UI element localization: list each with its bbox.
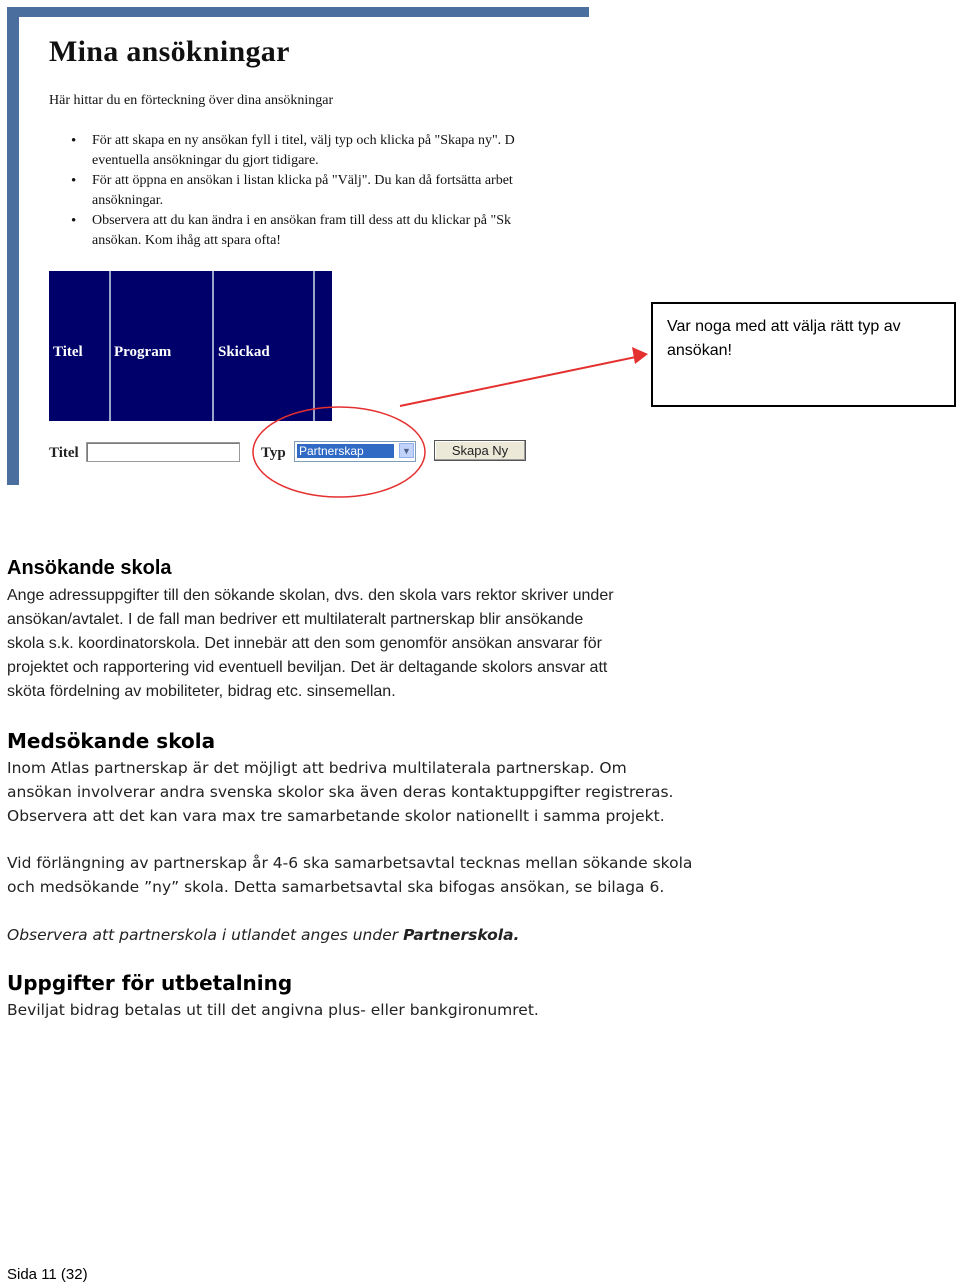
- column-divider: [109, 271, 111, 421]
- skapa-ny-button[interactable]: Skapa Ny: [434, 440, 526, 461]
- paragraph-ansokande: [7, 584, 727, 704]
- application-screenshot: [7, 7, 589, 485]
- column-header-skickad[interactable]: Skickad: [218, 344, 270, 360]
- new-application-form: [49, 439, 569, 475]
- heading-ansokande-skola: Ansökande skola: [7, 557, 172, 579]
- text-line: projektet och rapportering vid eventuell beviljan. Det är deltagande skolors ansvar att: [7, 659, 608, 676]
- partnerskola-note: [7, 923, 727, 947]
- list-item-line: ansökningar.: [92, 193, 164, 208]
- heading-medsokande-skola: Medsökande skola: [7, 729, 216, 753]
- note-text: Observera att partnerskola i utlandet anges under: [7, 926, 404, 944]
- column-header-program[interactable]: Program: [114, 344, 172, 360]
- chevron-down-icon[interactable]: ▼: [399, 443, 414, 458]
- text-line: Vid förlängning av partnerskap år 4-6 ska samarbetsavtal tecknas mellan sökande skola: [7, 854, 693, 872]
- text-line: Ange adressuppgifter till den sökande skolan, dvs. den skola vars rektor skriver under: [7, 587, 614, 604]
- note-emphasis: Partnerskola.: [403, 926, 520, 944]
- instruction-list: [71, 131, 589, 251]
- typ-label: Typ: [261, 445, 286, 461]
- typ-select[interactable]: [294, 441, 416, 462]
- page-number: Sida 11 (32): [7, 1266, 88, 1283]
- callout-box: [651, 302, 956, 407]
- text-line: ansökan involverar andra svenska skolor ska även deras kontaktuppgifter registreras.: [7, 783, 674, 801]
- arrow-head-icon: [632, 347, 648, 364]
- list-item-line: • Observera att du kan ändra i en ansökan fram till dess att du klickar på "Sk: [92, 213, 511, 228]
- applications-table: [49, 271, 332, 421]
- list-item-line: ansökan. Kom ihåg att spara ofta!: [92, 233, 281, 248]
- list-item-line: eventuella ansökningar du gjort tidigare.: [92, 153, 319, 168]
- list-item: [71, 211, 589, 251]
- window-left-border: [7, 7, 19, 485]
- list-item-line: • För att skapa en ny ansökan fyll i titel, välj typ och klicka på "Skapa ny". D: [92, 133, 515, 148]
- paragraph-utbetalning: Beviljat bidrag betalas ut till det angivna plus- eller bankgironumret.: [7, 1001, 539, 1019]
- window-top-border: [7, 7, 589, 17]
- text-line: och medsökande ”ny” skola. Detta samarbetsavtal ska bifogas ansökan, se bilaga 6.: [7, 878, 665, 896]
- text-line: Inom Atlas partnerskap är det möjligt att bedriva multilaterala partnerskap. Om: [7, 759, 627, 777]
- text-line: ansökan/avtalet. I de fall man bedriver ett multilateralt partnerskap blir ansökande: [7, 611, 584, 628]
- list-item: [71, 171, 589, 211]
- column-header-titel[interactable]: Titel: [53, 344, 83, 360]
- paragraph-medsokande: [7, 756, 727, 828]
- text-line: Observera att det kan vara max tre samarbetande skolor nationellt i samma projekt.: [7, 807, 665, 825]
- callout-text: Var noga med att välja rätt typ av ansökan!: [667, 318, 901, 359]
- paragraph-forlangning: [7, 851, 727, 899]
- column-divider: [212, 271, 214, 421]
- titel-label: Titel: [49, 445, 79, 461]
- page-title: Mina ansökningar: [49, 35, 290, 68]
- titel-input[interactable]: [86, 442, 240, 462]
- column-divider: [313, 271, 315, 421]
- heading-uppgifter-utbetalning: Uppgifter för utbetalning: [7, 971, 293, 995]
- page-subtitle: Här hittar du en förteckning över dina ansökningar: [49, 93, 334, 108]
- typ-selected-value: Partnerskap: [297, 444, 394, 458]
- text-line: skola s.k. koordinatorskola. Det innebär att den som genomför ansökan ansvarar för: [7, 635, 602, 652]
- list-item-line: • För att öppna en ansökan i listan klicka på "Välj". Du kan då fortsätta arbet: [92, 173, 513, 188]
- list-item: [71, 131, 589, 171]
- text-line: sköta fördelning av mobiliteter, bidrag etc. sinsemellan.: [7, 683, 396, 700]
